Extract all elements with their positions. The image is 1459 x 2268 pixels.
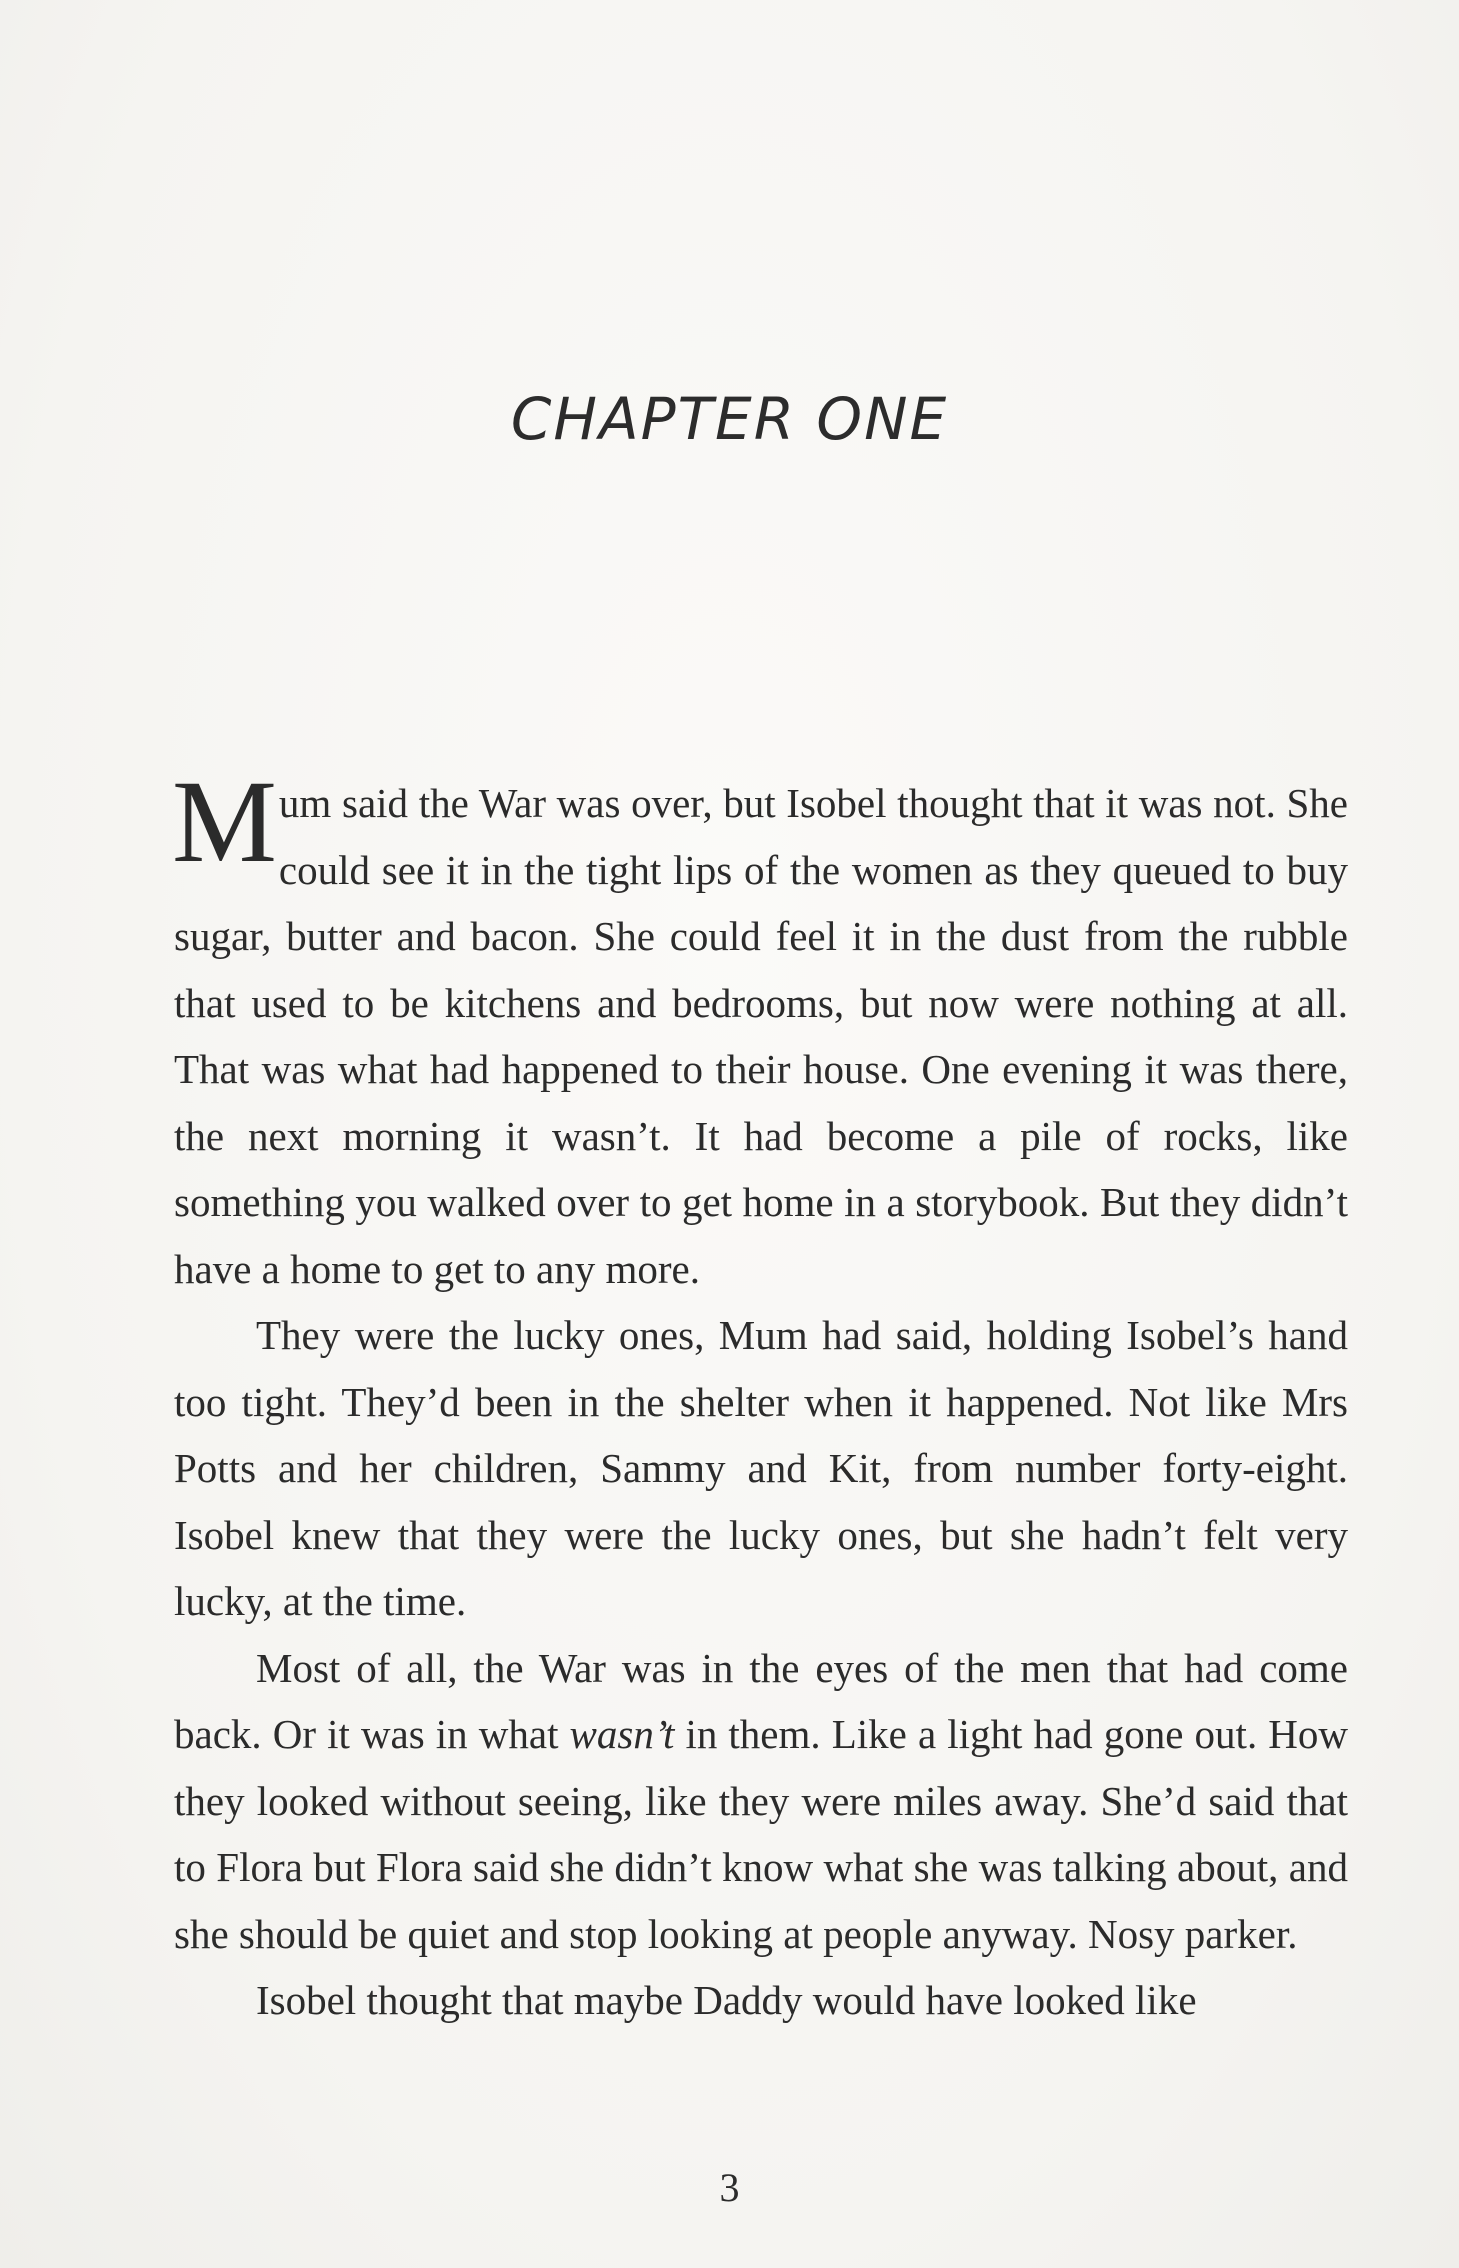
paragraph-3-emphasis: wasn’t [569, 1711, 675, 1757]
chapter-body [172, 756, 1348, 2034]
paragraph-3-text-end: in them. Like a light had gone out. How they looked without seeing, like they were miles away. She’d said that to Flora but Flora said she didn’t know what she was talking about, and she should be quiet and stop looking at people anyway. Nosy parker. [174, 1711, 1348, 1957]
chapter-title: CHAPTER ONE [510, 385, 949, 453]
paragraph-1-text: um said the War was over, but Isobel thought that it was not. She could see it in the tight lips of the women as they queued to buy sugar, butter and bacon. She could feel it in the dust from the rubble that used to be kitchens and bedrooms, but now were nothing at all. That was what had happened to their house. One evening it was there, the next morning it wasn’t. It had become a pile of rocks, like something you walked over to get home in a storybook. But they didn’t have a home to get to any more. [174, 780, 1348, 1292]
paragraph-3 [174, 1635, 1348, 1968]
page-number: 3 [719, 2165, 740, 2210]
paragraph-4: Isobel thought that maybe Daddy would have looked like [256, 1977, 1197, 2023]
paragraph-3-text-start: Most of all, the War was in the eyes of the men that had come back. Or it was in what [174, 1644, 1348, 1757]
paragraph-2: They were the lucky ones, Mum had said, holding Isobel’s hand too tight. They’d been in the shelter when it happened. Not like Mrs Potts and her children, Sammy and Kit, from number forty-eight. Isobel knew that they were the lucky ones, but she hadn’t felt very lucky, at the time. [174, 1312, 1348, 1624]
paragraph-1 [172, 756, 1348, 1302]
drop-cap: M [172, 756, 277, 887]
